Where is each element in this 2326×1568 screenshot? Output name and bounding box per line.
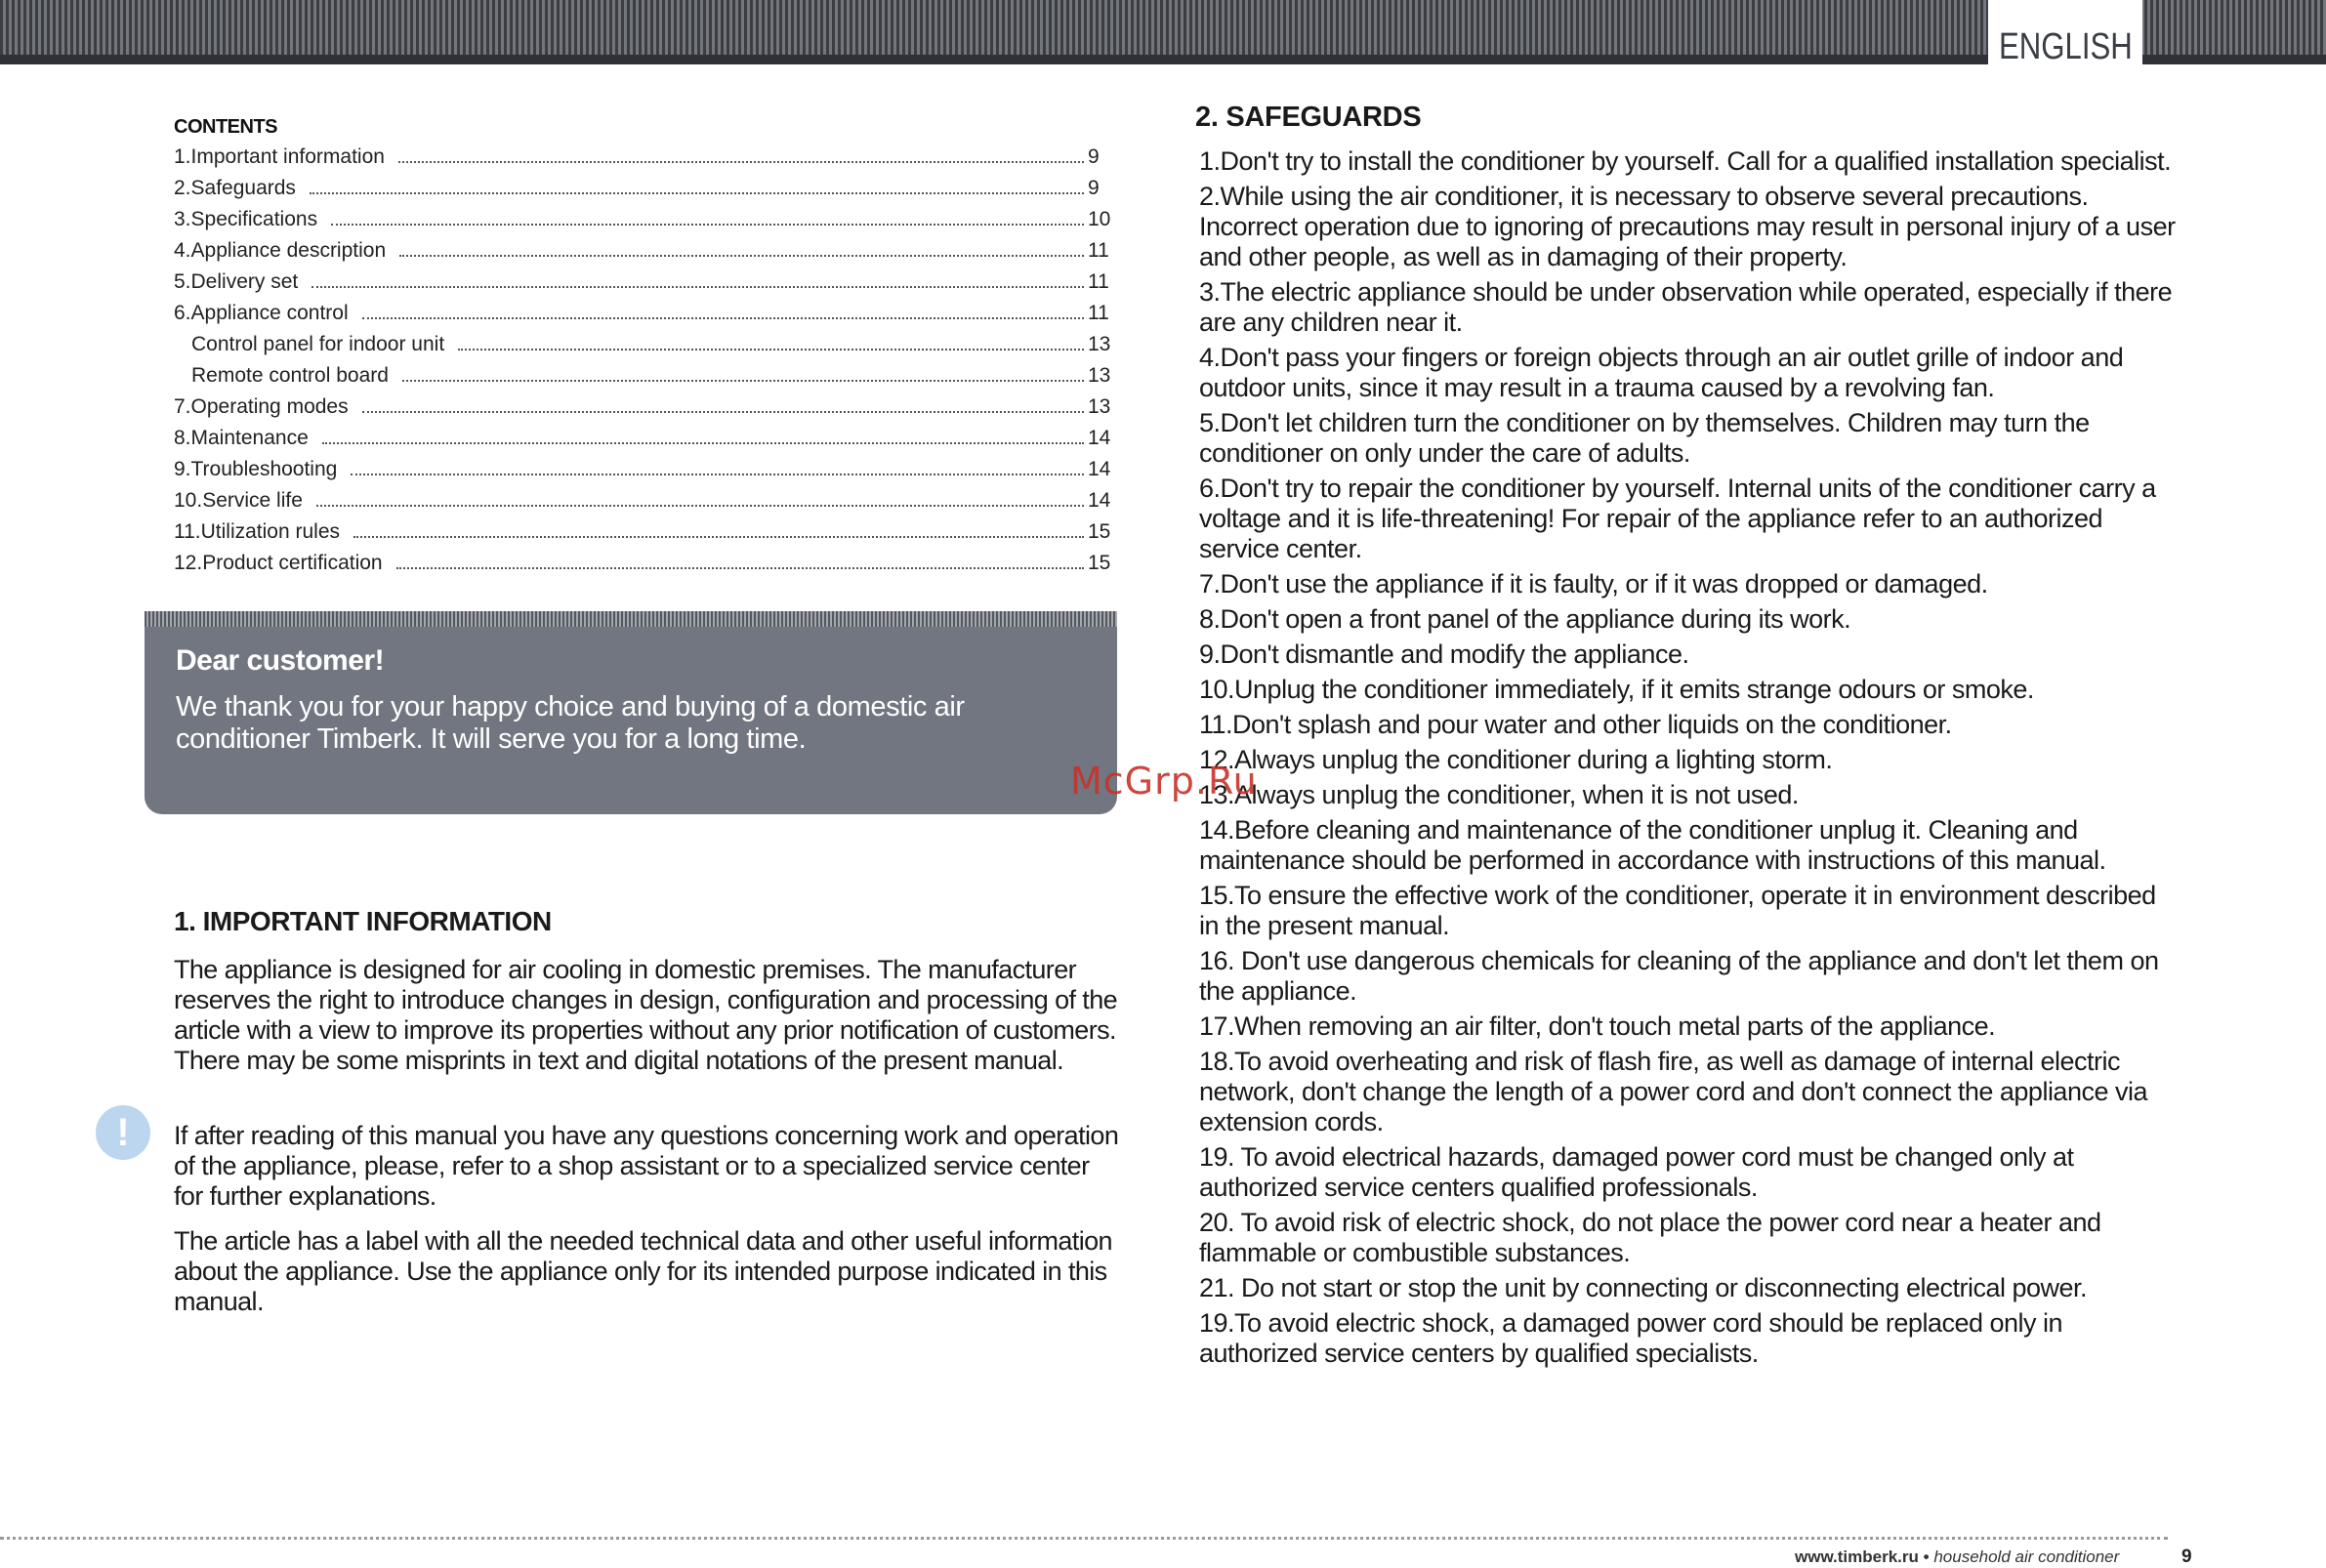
toc-leader-dots <box>362 317 1084 319</box>
toc-leader-dots <box>312 286 1084 288</box>
toc-entry-page: 11 <box>1088 239 1109 262</box>
safeguard-item: 5.Don't let children turn the conditioner on by themselves. Children may turn the conditioner on only under the care of adults. <box>1199 408 2090 468</box>
toc-leader-dots <box>362 411 1084 413</box>
safeguard-item: 16. Don't use dangerous chemicals for cleaning of the appliance and don't let them on the appliance. <box>1199 946 2159 1006</box>
toc-leader-dots <box>402 380 1084 382</box>
toc-entry[interactable] <box>174 548 1111 579</box>
toc-entry[interactable] <box>174 298 1111 329</box>
exclamation-icon: ! <box>96 1105 150 1160</box>
toc-entry-label: 9.Troubleshooting <box>174 458 338 480</box>
safeguard-item: 1.Don't try to install the conditioner by yourself. Call for a qualified installation specialist. <box>1199 146 2172 176</box>
toc-entry-page: 9 <box>1088 177 1100 199</box>
toc-entry[interactable] <box>174 267 1111 298</box>
important-paragraph-2: If after reading of this manual you have any questions concerning work and operation of the appliance, please, refer to a shop assistant or to a specialized service center for further explanations. <box>174 1121 1119 1211</box>
toc-entry[interactable] <box>174 485 1111 516</box>
toc-entry-page: 11 <box>1088 270 1109 293</box>
toc-entry[interactable] <box>174 516 1111 548</box>
greeting-title: Dear customer! <box>176 644 385 677</box>
toc-entry[interactable] <box>174 329 1111 360</box>
safeguard-item: 13.Always unplug the conditioner, when it is not used. <box>1199 780 1799 809</box>
toc-entry-page: 10 <box>1088 208 1111 230</box>
toc-entry[interactable] <box>174 235 1111 267</box>
safeguard-item: 14.Before cleaning and maintenance of the conditioner unplug it. Cleaning and maintenance should be performed in accordance with instructions of this manual. <box>1199 815 2106 875</box>
language-tab <box>1988 0 2142 72</box>
toc-leader-dots <box>458 349 1084 351</box>
toc-entry[interactable] <box>174 454 1111 485</box>
toc-entry-page: 14 <box>1088 458 1111 480</box>
toc-entry-label: 4.Appliance description <box>174 239 387 262</box>
safeguard-item: 15.To ensure the effective work of the conditioner, operate it in environment described in the present manual. <box>1199 881 2156 940</box>
contents-list <box>174 142 1111 579</box>
toc-entry-page: 13 <box>1088 333 1111 355</box>
safeguard-item: 4.Don't pass your fingers or foreign objects through an air outlet grille of indoor and outdoor units, since it may result in a trauma caused by a revolving fan. <box>1199 343 2124 402</box>
contents-title: CONTENTS <box>174 116 277 138</box>
toc-entry-label: Control panel for indoor unit <box>191 333 445 355</box>
safeguard-item: 10.Unplug the conditioner immediately, if it emits strange odours or smoke. <box>1199 675 2034 704</box>
safeguard-item: 3.The electric appliance should be under observation while operated, especially if there are any children near it. <box>1199 277 2173 337</box>
toc-entry[interactable] <box>174 173 1111 204</box>
greeting-box <box>145 611 1117 814</box>
toc-entry-label: 12.Product certification <box>174 552 383 574</box>
toc-leader-dots <box>396 567 1084 569</box>
toc-entry-page: 14 <box>1088 489 1111 512</box>
greeting-box-stripe <box>145 611 1117 627</box>
safeguard-item: 7.Don't use the appliance if it is faulty, or if it was dropped or damaged. <box>1199 569 1988 598</box>
toc-entry-label: 11.Utilization rules <box>174 520 341 543</box>
toc-entry-page: 11 <box>1088 302 1109 324</box>
toc-entry-label: 8.Maintenance <box>174 427 309 449</box>
safeguard-item: 12.Always unplug the conditioner during a lighting storm. <box>1199 745 1833 774</box>
toc-leader-dots <box>316 505 1084 507</box>
safeguards-list <box>1199 146 2176 1374</box>
safeguard-item: 9.Don't dismantle and modify the appliance. <box>1199 640 1689 669</box>
watermark: McGrp.Ru <box>1070 760 1258 803</box>
toc-entry-label: 2.Safeguards <box>174 177 296 199</box>
safeguard-item: 19. To avoid electrical hazards, damaged power cord must be changed only at authorized service centers qualified professionals. <box>1199 1142 2074 1202</box>
footer-text <box>1795 1547 2119 1567</box>
greeting-text: We thank you for your happy choice and buying of a domestic air conditioner Timberk. It will serve you for a long time. <box>176 691 965 755</box>
safeguards-heading: 2. SAFEGUARDS <box>1195 102 1422 133</box>
toc-leader-dots <box>398 161 1084 163</box>
toc-entry-page: 15 <box>1088 520 1111 543</box>
table-of-contents <box>174 112 1111 579</box>
safeguard-item: 21. Do not start or stop the unit by connecting or disconnecting electrical power. <box>1199 1273 2088 1302</box>
toc-leader-dots <box>399 255 1084 257</box>
toc-entry-label: 5.Delivery set <box>174 270 299 293</box>
header-bar-base <box>0 55 2326 64</box>
safeguard-item: 6.Don't try to repair the conditioner by yourself. Internal units of the conditioner carry a voltage and it is life-threatening! For repair of the appliance refer to an authorized service center. <box>1199 474 2156 563</box>
safeguard-item: 8.Don't open a front panel of the appliance during its work. <box>1199 604 1851 634</box>
toc-entry-label: 3.Specifications <box>174 208 318 230</box>
footer-divider <box>0 1537 2168 1540</box>
toc-leader-dots <box>310 192 1084 194</box>
toc-entry-page: 15 <box>1088 552 1111 574</box>
toc-entry-page: 13 <box>1088 364 1111 387</box>
toc-leader-dots <box>351 474 1084 475</box>
toc-leader-dots <box>331 224 1084 226</box>
safeguard-item: 2.While using the air conditioner, it is necessary to observe several precautions. Incorrect operation due to ignoring of precautions may result in personal injury of a user and other people, as well as in damaging of their property. <box>1199 182 2176 271</box>
toc-entry-page: 14 <box>1088 427 1111 449</box>
footer-tagline: household air conditioner <box>1933 1547 2120 1566</box>
safeguard-item: 11.Don't splash and pour water and other liquids on the conditioner. <box>1199 710 1952 739</box>
toc-entry[interactable] <box>174 392 1111 423</box>
safeguard-item: 19.To avoid electric shock, a damaged power cord should be replaced only in authorized service centers by qualified specialists. <box>1199 1308 2063 1368</box>
toc-entry-label: 6.Appliance control <box>174 302 349 324</box>
safeguard-item: 20. To avoid risk of electric shock, do not place the power cord near a heater and flammable or combustible substances. <box>1199 1208 2101 1267</box>
important-paragraph-1: The appliance is designed for air cooling in domestic premises. The manufacturer reserves the right to introduce changes in design, configuration and processing of the article with a view to improve its properties without any prior notification of customers. There may be some misprints in text and digital notations of the present manual. <box>174 955 1118 1075</box>
toc-leader-dots <box>353 536 1084 538</box>
language-label: ENGLISH <box>1998 26 2133 67</box>
important-paragraph-3: The article has a label with all the needed technical data and other useful information about the appliance. Use the appliance only for its intended purpose indicated in this manual. <box>174 1226 1112 1316</box>
toc-entry[interactable] <box>174 360 1111 392</box>
toc-entry-page: 9 <box>1088 145 1100 168</box>
toc-entry[interactable] <box>174 204 1111 235</box>
toc-entry-label: 10.Service life <box>174 489 303 512</box>
important-info-heading: 1. IMPORTANT INFORMATION <box>174 906 552 936</box>
safeguard-item: 17.When removing an air filter, don't touch metal parts of the appliance. <box>1199 1011 1996 1041</box>
toc-entry[interactable] <box>174 142 1111 173</box>
toc-leader-dots <box>322 442 1084 444</box>
toc-entry-label: Remote control board <box>191 364 389 387</box>
footer-site[interactable]: www.timberk.ru <box>1795 1547 1919 1566</box>
toc-entry-label: 1.Important information <box>174 145 385 168</box>
footer-separator: • <box>1923 1547 1930 1566</box>
header-bar <box>0 0 2326 64</box>
safeguard-item: 18.To avoid overheating and risk of flash fire, as well as damage of internal electric network, don't change the length of a power cord and don't connect the appliance via extension cords. <box>1199 1047 2148 1136</box>
page-number: 9 <box>2181 1547 2192 1567</box>
toc-entry[interactable] <box>174 423 1111 454</box>
toc-entry-page: 13 <box>1088 395 1111 418</box>
toc-entry-label: 7.Operating modes <box>174 395 349 418</box>
